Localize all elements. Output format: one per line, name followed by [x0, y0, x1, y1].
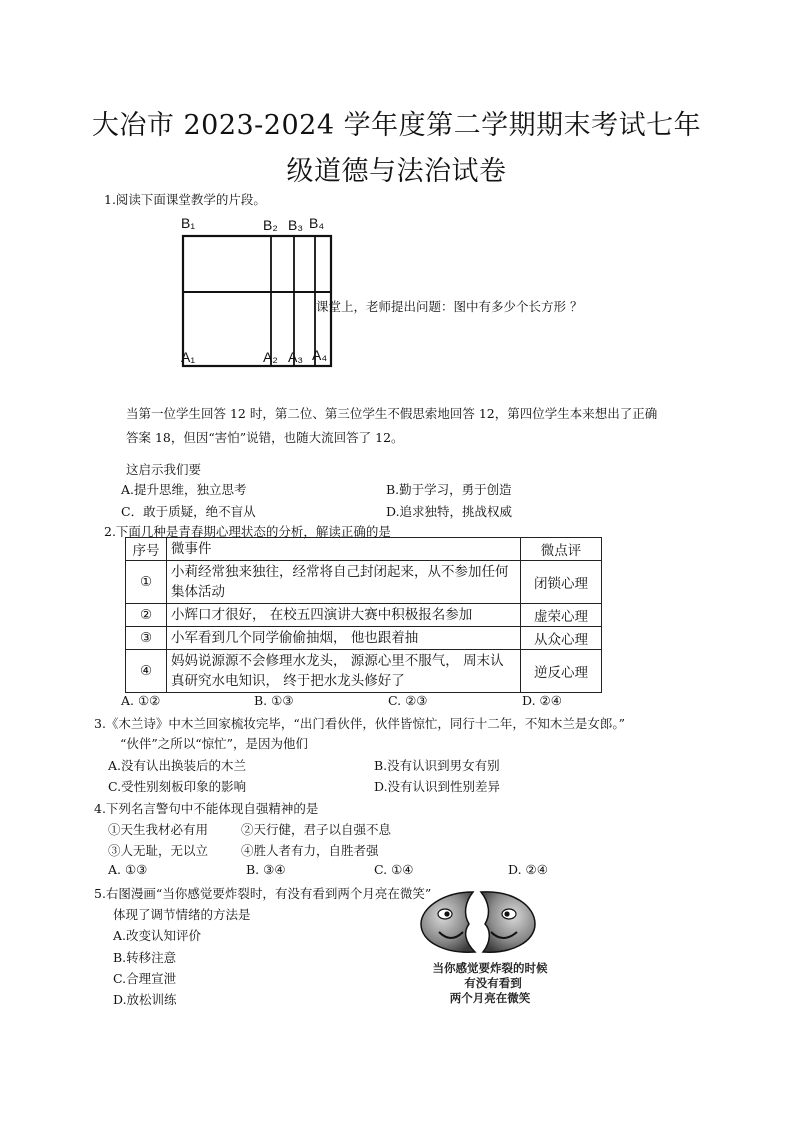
q4-item-1: ①天生我材必有用 [108, 822, 209, 837]
q4-item-2: ②天行健，君子以自强不息 [241, 822, 392, 837]
q4-option-c[interactable]: C. ①④ [374, 862, 414, 877]
q1-stem: 1.阅读下面课堂教学的片段。 [104, 192, 266, 207]
two-moons-cartoon [385, 886, 595, 1006]
q4-stem: 4.下列名言警句中不能体现自强精神的是 [94, 801, 319, 816]
row-event: 小军看到几个同学偷偷抽烟， 他也跟着抽 [167, 627, 521, 650]
cartoon-caption-line1: 当你感觉要炸裂的时候 [432, 961, 548, 975]
rectangle-figure [175, 208, 335, 373]
exam-title-line2: 级道德与法治试卷 [286, 156, 507, 187]
q4-option-b[interactable]: B. ③④ [246, 862, 286, 877]
row-event: 妈妈说源源不会修理水龙头， 源源心里不服气， 周末认真研究水电知识， 终于把水龙头修好了 [167, 650, 521, 693]
q1-story-line1: 当第一位学生回答 12 时，第二位、第三位学生不假思索地回答 12，第四位学生本来想出了正确 [126, 406, 658, 421]
q4-item-3: ③人无耻，无以立 [108, 843, 209, 858]
label-b4: B₄ [309, 215, 325, 231]
cartoon-caption-line3: 两个月亮在微笑 [449, 991, 531, 1005]
row-number: ④ [126, 650, 167, 693]
q3-option-d[interactable]: D.没有认识到性别差异 [374, 779, 501, 794]
q2-option-c[interactable]: C. ②③ [388, 693, 428, 708]
q2-option-b[interactable]: B. ①③ [254, 693, 294, 708]
label-a1: A₁ [181, 349, 196, 365]
q5-stem: 5.右图漫画“当你感觉要炸裂时，有没有看到两个月亮在微笑” [94, 886, 432, 901]
q5-option-c[interactable]: C.合理宣泄 [113, 971, 177, 986]
table-row [126, 627, 602, 650]
left-moon-icon [421, 892, 475, 952]
row-comment: 从众心理 [521, 627, 602, 650]
table-row [126, 604, 602, 627]
header-event: 微事件 [167, 538, 521, 561]
q3-option-b[interactable]: B.没有认识到男女有别 [374, 758, 500, 773]
q3-option-c[interactable]: C.受性别刻板印象的影响 [108, 779, 247, 794]
table-header-row [126, 538, 602, 561]
q3-option-a[interactable]: A.没有认出换装后的木兰 [108, 758, 247, 773]
header-comment: 微点评 [521, 538, 602, 561]
q2-stem: 2.下面几种是青春期心理状态的分析，解读正确的是 [104, 524, 391, 539]
exam-title-line1: 大冶市 2023-2024 学年度第二学期期末考试七年 [91, 110, 702, 141]
row-event: 小莉经常独来独往，经常将自己封闭起来，从不参加任何集体活动 [167, 561, 521, 604]
q3-stem-continued: “伙伴”之所以“惊忙”，是因为他们 [120, 736, 309, 751]
q4-item-4: ④胜人者有力，自胜者强 [241, 843, 379, 858]
right-moon-icon [481, 892, 535, 952]
q5-option-a[interactable]: A.改变认知评价 [113, 928, 202, 943]
q1-teacher-question: 课堂上，老师提出问题：图中有多少个长方形 ？ [316, 299, 583, 314]
q1-story-line2: 答案 18，但因“害怕”说错，也随大流回答了 12。 [126, 430, 404, 445]
row-number: ① [126, 561, 167, 604]
table-row [126, 650, 602, 693]
label-a2: A₂ [263, 349, 278, 365]
row-number: ② [126, 604, 167, 627]
row-comment: 逆反心理 [521, 650, 602, 693]
label-a4: A₄ [312, 347, 328, 363]
q1-prompt: 这启示我们要 [126, 462, 202, 477]
q5-stem-continued: 体现了调节情绪的方法是 [113, 907, 251, 922]
row-comment: 闭锁心理 [521, 561, 602, 604]
q1-option-d[interactable]: D.追求独特，挑战权威 [386, 504, 513, 519]
q1-option-b[interactable]: B.勤于学习，勇于创造 [386, 482, 512, 497]
label-b3: B₃ [288, 217, 304, 233]
q4-option-d[interactable]: D. ②④ [508, 862, 548, 877]
label-b2: B₂ [263, 217, 278, 233]
q3-stem: 3.《木兰诗》中木兰回家梳妆完毕，“出门看伙伴，伙伴皆惊忙，同行十二年，不知木兰是女郎。” [94, 716, 625, 731]
q5-option-b[interactable]: B.转移注意 [113, 950, 177, 965]
label-b1: B₁ [181, 215, 196, 231]
q2-table [125, 537, 602, 693]
q2-option-d[interactable]: D. ②④ [522, 693, 562, 708]
row-number: ③ [126, 627, 167, 650]
q2-option-a[interactable]: A. ①② [121, 693, 161, 708]
row-comment: 虚荣心理 [521, 604, 602, 627]
label-a3: A₃ [288, 349, 304, 365]
q4-option-a[interactable]: A. ①③ [108, 862, 148, 877]
q1-option-a[interactable]: A.提升思维，独立思考 [121, 482, 247, 497]
cartoon-caption-line2: 有没有看到 [464, 976, 522, 990]
q5-option-d[interactable]: D.放松训练 [113, 992, 177, 1007]
row-event: 小辉口才很好， 在校五四演讲大赛中积极报名参加 [167, 604, 521, 627]
header-number: 序号 [126, 538, 167, 561]
table-row [126, 561, 602, 604]
q1-option-c[interactable]: C．敢于质疑，绝不盲从 [121, 504, 256, 519]
